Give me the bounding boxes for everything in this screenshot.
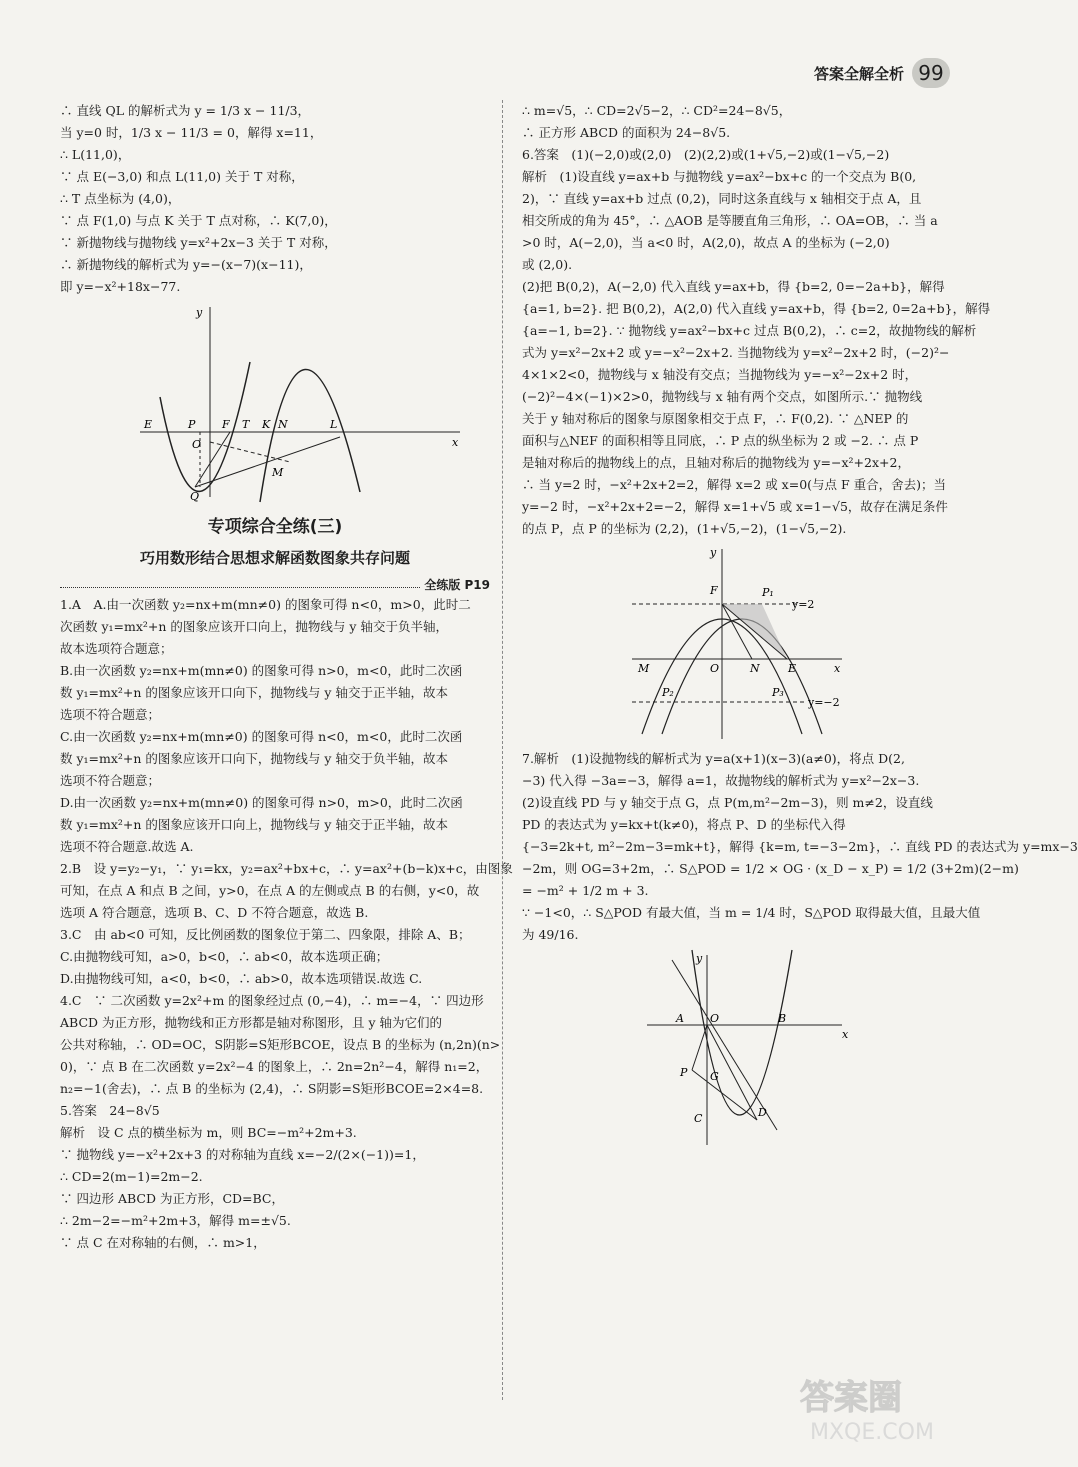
answer-line: >0 时，A(−2,0)，当 a<0 时，A(2,0)，故点 A 的坐标为 (−2,0) [522,235,890,250]
text-line: ∵ 新抛物线与抛物线 y=x²+2x−3 关于 T 对称， [60,235,337,250]
column-divider [502,100,503,1400]
answer-line: (−2)²−4×(−1)×2>0，抛物线与 x 轴有两个交点，如图所示.∵ 抛物线 [522,389,923,404]
fig3-label: G [710,1070,719,1083]
answer-line: ABCD 为正方形，抛物线和正方形都是轴对称图形，且 y 轴为它们的 [60,1015,443,1030]
answer-line: ∴ m=√5，∴ CD=2√5−2，∴ CD²=24−8√5， [522,103,792,118]
right-column [522,100,1078,1154]
text-line: ∵ 点 F(1,0) 与点 K 关于 T 点对称，∴ K(7,0)， [60,213,337,228]
answer-line: (2)把 B(0,2)，A(−2,0) 代入直线 y=ax+b，得 {b=2, 0=−2a+b}，解得 [522,279,945,294]
answer-line: 或 (2,0). [522,257,573,272]
answer-line: C.由一次函数 y₂=nx+m(mn≠0) 的图象可得 n<0，m<0，此时二次函 [60,729,463,744]
answer-line: {a=−1, b=2}. ∵ 抛物线 y=ax²−bx+c 过点 B(0,2)，∴ c=2，故抛物线的解析 [522,323,977,338]
fig1-label: O [192,438,202,451]
fig1-label: x [452,436,459,449]
fig3-label: D [758,1106,767,1119]
answer-line: 面积与△NEF 的面积相等且同底，∴ P 点的纵坐标为 2 或 −2. ∴ 点 P [522,433,919,448]
fig1-label: N [278,418,288,431]
page-header [814,58,950,88]
answer-line: 次函数 y₁=mx²+n 的图象应该开口向上，抛物线与 y 轴交于负半轴， [60,619,448,634]
answer-line: n₂=−1(舍去)，∴ 点 B 的坐标为 (2,4)，∴ S阴影=S矩形BCOE=2×4=8. [60,1081,484,1096]
fig2-label: O [710,662,720,675]
answer-line: 选项不符合题意； [60,707,161,722]
right-top-text [522,100,991,540]
fig1-label: F [222,418,230,431]
right-bottom-text [522,748,1078,946]
text-line: ∴ 直线 QL 的解析式为 y = 1/3 x − 11/3， [60,103,311,118]
answer-line: 关于 y 轴对称后的图象与原图象相交于点 F，∴ F(0,2). ∵ △NEP 的 [522,411,909,426]
fig2-label: M [638,662,650,675]
fig1-label: M [272,466,284,479]
answer-line: = −m² + 1/2 m + 3. [522,883,649,898]
answer-line: 1.A A.由一次函数 y₂=nx+m(mn≠0) 的图象可得 n<0，m>0，此时二 [60,597,471,612]
answer-line: −2m，则 OG=3+2m，∴ S△POD = 1/2 × OG · (x_D − x_P) = 1/2 (3+2m)(2−m) [522,861,1019,876]
answer-line: D.由一次函数 y₂=nx+m(mn≠0) 的图象可得 n>0，m>0，此时二次函 [60,795,463,810]
answer-line: 4×1×2<0，抛物线与 x 轴没有交点；当抛物线为 y=−x²−2x+2 时， [522,367,918,382]
fig2-label: P₂ [662,686,674,699]
answer-line: ∵ −1<0，∴ S△POD 有最大值，当 m = 1/4 时，S△POD 取得最大值，且最大值 [522,905,981,920]
answer-line: B.由一次函数 y₂=nx+m(mn≠0) 的图象可得 n>0，m<0，此时二次函 [60,663,463,678]
answer-line: 3.C 由 ab<0 可知，反比例函数的图象位于第二、四象限，排除 A、B； [60,927,471,942]
answer-line: C.由抛物线可知，a>0，b<0，∴ ab<0，故本选项正确； [60,949,389,964]
text-line: 当 y=0 时，1/3 x − 11/3 = 0，解得 x=11， [60,125,323,140]
answer-line: 7.解析 (1)设抛物线的解析式为 y=a(x+1)(x−3)(a≠0)，将点 D(2, [522,751,905,766]
answer-line: 解析 设 C 点的横坐标为 m，则 BC=−m²+2m+3. [60,1125,357,1140]
answer-line: 公共对称轴，∴ OD=OC，S阴影=S矩形BCOE，设点 B 的坐标为 (n,2n)(n> [60,1037,501,1052]
answer-line: ∵ 抛物线 y=−x²+2x+3 的对称轴为直线 x=−2/(2×(−1))=1， [60,1147,425,1162]
answer-line: −3) 代入得 −3a=−3，解得 a=1，故抛物线的解析式为 y=x²−2x−3. [522,773,920,788]
fig2-label: x [834,662,841,675]
text-line: ∴ L(11,0)， [60,147,131,162]
answer-line: PD 的表达式为 y=kx+t(k≠0)，将点 P、D 的坐标代入得 [522,817,846,832]
fig2-label: y [710,546,717,559]
answer-line: 为 49/16. [522,927,579,942]
fig2-label: F [710,584,718,597]
answer-line: 4.C ∵ 二次函数 y=2x²+m 的图象经过点 (0,−4)，∴ m=−4，∵ 四边形 [60,993,484,1008]
answer-line: 故本选项符合题意； [60,641,173,656]
fig3-label: C [694,1112,703,1125]
fig1-label: P [188,418,196,431]
fig3-label: B [778,1012,787,1025]
answer-line: 可知，在点 A 和点 B 之间，y>0，在点 A 的左侧或点 B 的右侧，y<0，故 [60,883,480,898]
answer-line: ∴ CD=2(m−1)=2m−2. [60,1169,203,1184]
answer-line: y=−2 时，−x²+2x+2=−2，解得 x=1+√5 或 x=1−√5，故存在满足条件 [522,499,948,514]
section-title: 专项综合全练(三) [207,517,343,537]
answer-line: {−3=2k+t, m²−2m−3=mk+t}，解得 {k=m, t=−3−2m}，∴ 直线 PD 的表达式为 y=mx−3 [522,839,1078,854]
figure-3 [642,950,862,1150]
fig2-label: y=2 [792,598,815,611]
section-ref: 全练版 P19 [420,576,490,593]
answer-line: 2.B 设 y=y₂−y₁，∵ y₁=kx，y₂=ax²+bx+c，∴ y=ax²+(b−k)x+c，由图象 [60,861,513,876]
answer-line: ∴ 正方形 ABCD 的面积为 24−8√5. [522,125,731,140]
answer-line: 是轴对称后的抛物线上的点，且轴对称后的抛物线为 y=−x²+2x+2， [522,455,910,470]
fig1-label: T [242,418,250,431]
fig1-label: y [196,306,203,319]
answer-line: 5.答案 24−8√5 [60,1103,160,1118]
answer-line: 的点 P，点 P 的坐标为 (2,2)，(1+√5,−2)，(1−√5,−2). [522,521,847,536]
answer-line: ∴ 2m−2=−m²+2m+3，解得 m=±√5. [60,1213,291,1228]
answer-line: (2)设直线 PD 与 y 轴交于点 G，点 P(m,m²−2m−3)，则 m≠2，设直线 [522,795,933,810]
answer-line: D.由抛物线可知，a<0，b<0，∴ ab>0，故本选项错误.故选 C. [60,971,423,986]
answer-line: {a=1, b=2}. 把 B(0,2)，A(2,0) 代入直线 y=ax+b，得 {b=2, 0=2a+b}，解得 [522,301,991,316]
fig1-label: E [144,418,153,431]
fig2-label: P₃ [772,686,784,699]
fig3-label: O [710,1012,720,1025]
answer-line: 选项不符合题意.故选 A. [60,839,194,854]
text-line: 即 y=−x²+18x−77. [60,279,181,294]
fig1-label: K [262,418,271,431]
answer-line: 2)，∵ 直线 y=ax+b 过点 (0,2)，同时这条直线与 x 轴相交于点 A，且 [522,191,922,206]
figure-1 [130,302,470,502]
fig2-label: N [750,662,760,675]
answer-line: 式为 y=x²−2x+2 或 y=−x²−2x+2. 当抛物线为 y=x²−2x+2 时，(−2)²− [522,345,950,360]
fig1-label: Q [190,490,200,503]
left-answers [60,594,513,1254]
page-number: 99 [912,58,950,88]
answer-line: 0)，∵ 点 B 在二次函数 y=2x²−4 的图象上，∴ 2n=2n²−4，解得 n₁=2， [60,1059,489,1074]
answer-line: 选项 A 符合题意，选项 B、C、D 不符合题意，故选 B. [60,905,369,920]
fig2-label: y=−2 [808,696,840,709]
answer-line: 选项不符合题意； [60,773,161,788]
left-top-text [60,100,490,298]
answer-line: 解析 (1)设直线 y=ax+b 与抛物线 y=ax²−bx+c 的一个交点为 B(0, [522,169,917,184]
figure-2 [622,544,882,744]
svg-text:MXQE.COM: MXQE.COM [810,1420,934,1445]
answer-line: 数 y₁=mx²+n 的图象应该开口向下，抛物线与 y 轴交于正半轴，故本 [60,685,448,700]
section-ref-line [60,576,490,592]
section-subtitle: 巧用数形结合思想求解函数图象共存问题 [139,549,410,567]
fig3-label: x [842,1028,849,1041]
fig3-label: A [676,1012,684,1025]
answer-line: ∴ 当 y=2 时，−x²+2x+2=2，解得 x=2 或 x=0(与点 F 重合，舍去)；当 [522,477,947,492]
left-column [60,100,513,1254]
text-line: ∴ 新抛物线的解析式为 y=−(x−7)(x−11)， [60,257,312,272]
fig3-label: P [680,1066,688,1079]
text-line: ∵ 点 E(−3,0) 和点 L(11,0) 关于 T 对称， [60,169,304,184]
fig1-label: L [330,418,338,431]
answer-line: ∵ 点 C 在对称轴的右侧，∴ m>1， [60,1235,266,1250]
watermark-logo [790,1367,980,1447]
answer-line: 6.答案 (1)(−2,0)或(2,0) (2)(2,2)或(1+√5,−2)或(1−√5,−2) [522,147,890,162]
answer-line: ∵ 四边形 ABCD 为正方形，CD=BC， [60,1191,284,1206]
fig2-label: P₁ [762,586,774,599]
header-title: 答案全解全析 [813,64,904,83]
answer-line: 数 y₁=mx²+n 的图象应该开口向上，抛物线与 y 轴交于正半轴，故本 [60,817,448,832]
answer-line: 相交所成的角为 45°，∴ △AOB 是等腰直角三角形，∴ OA=OB，∴ 当 a [522,213,938,228]
svg-text:答案圈: 答案圈 [800,1378,902,1418]
answer-line: 数 y₁=mx²+n 的图象应该开口向下，抛物线与 y 轴交于负半轴，故本 [60,751,448,766]
fig2-label: E [788,662,797,675]
text-line: ∴ T 点坐标为 (4,0)， [60,191,181,206]
fig3-label: y [696,952,703,965]
